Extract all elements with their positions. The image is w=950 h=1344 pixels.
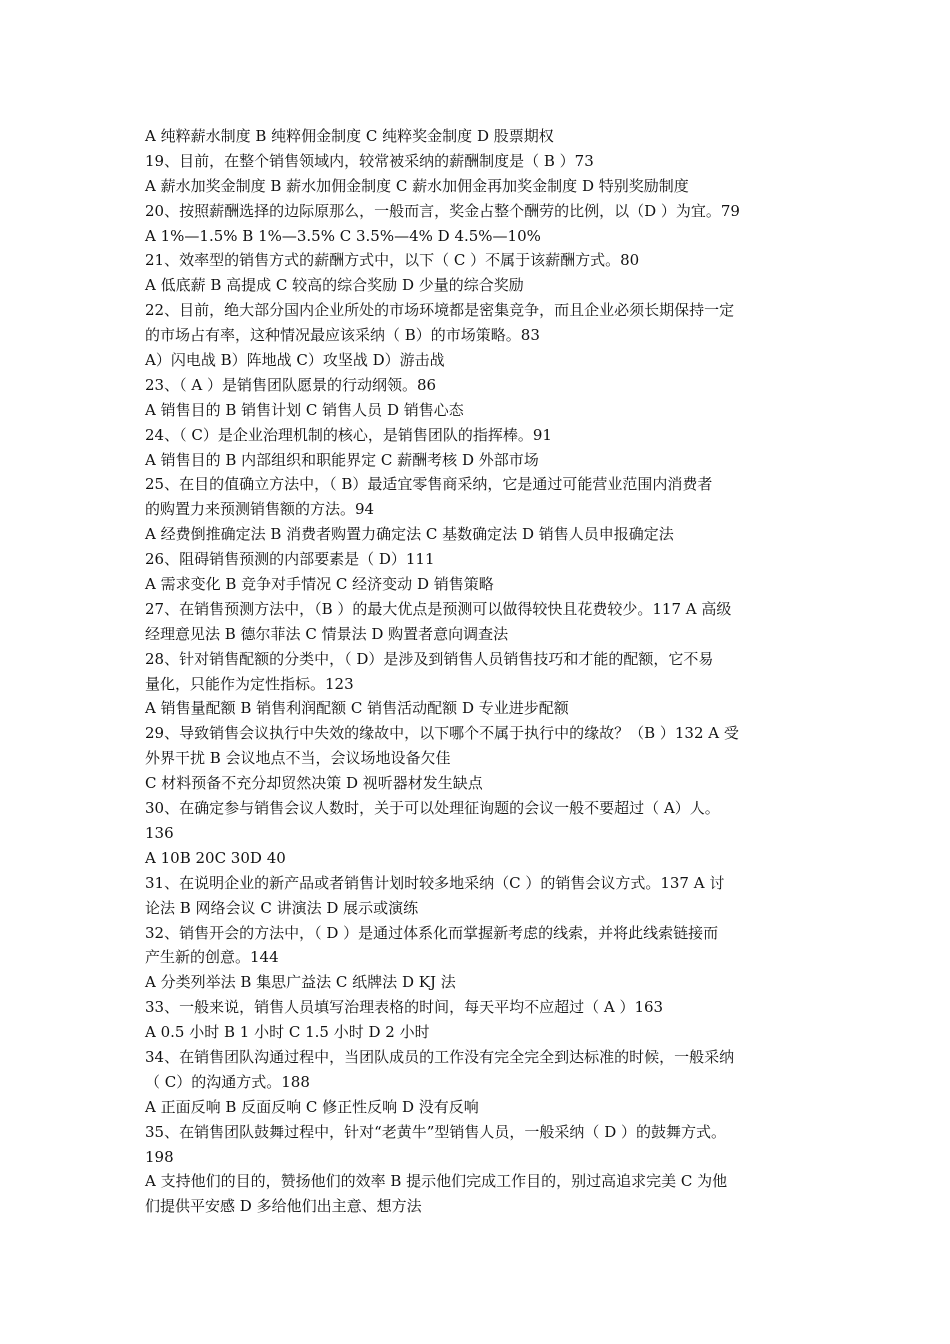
question-34-cont: （ C）的沟通方式。188 <box>145 1072 310 1091</box>
document-body <box>145 124 825 1219</box>
question-31: 31、在说明企业的新产品或者销售计划时较多地采纳（C ）的销售会议方式。137 A 讨 <box>145 873 725 892</box>
question-33: 33、一般来说，销售人员填写治理表格的时间，每天平均不应超过（ A ）163 <box>145 998 664 1017</box>
question-28: 28、针对销售配额的分类中，（ D）是涉及到销售人员销售技巧和才能的配额，它不易 <box>145 649 714 668</box>
question-29: 29、导致销售会议执行中失效的缘故中，以下哪个不属于执行中的缘故？（B ）132 A 受 <box>145 724 739 743</box>
options-26: A 需求变化 B 竞争对手情况 C 经济变动 D 销售策略 <box>145 575 494 594</box>
options-28: A 销售量配额 B 销售利润配额 C 销售活动配额 D 专业进步配额 <box>145 699 569 718</box>
options-23: A 销售目的 B 销售计划 C 销售人员 D 销售心态 <box>145 400 464 419</box>
question-34: 34、在销售团队沟通过程中，当团队成员的工作没有完全完全到达标准的时候，一般采纳 <box>145 1047 735 1066</box>
options-34: A 正面反响 B 反面反响 C 修正性反响 D 没有反响 <box>145 1097 479 1116</box>
question-35-page: 198 <box>145 1147 174 1166</box>
question-27: 27、在销售预测方法中，（B ）的最大优点是预测可以做得较快且花费较少。117 A 高级 <box>145 599 732 618</box>
question-23: 23、（ A ）是销售团队愿景的行动纲领。86 <box>145 375 437 394</box>
options-22: A）闪电战 B）阵地战 C）攻坚战 D）游击战 <box>145 351 445 370</box>
options-31: 论法 B 网络会议 C 讲演法 D 展示或演练 <box>145 898 419 917</box>
question-25: 25、在目的值确立方法中，（ B）最适宜零售商采纳，它是通过可能营业范围内消费者 <box>145 475 713 494</box>
options-33: A 0.5 小时 B 1 小时 C 1.5 小时 D 2 小时 <box>145 1023 430 1042</box>
question-30-page: 136 <box>145 823 174 842</box>
question-35: 35、在销售团队鼓舞过程中，针对“老黄牛”型销售人员，一般采纳（ D ）的鼓舞方式。 <box>145 1122 726 1141</box>
options-25: A 经费倒推确定法 B 消费者购置力确定法 C 基数确定法 D 销售人员申报确定法 <box>145 525 674 544</box>
options-21: A 低底薪 B 高提成 C 较高的综合奖励 D 少量的综合奖励 <box>145 276 524 295</box>
options-27: 经理意见法 B 德尔菲法 C 情景法 D 购置者意向调查法 <box>145 624 509 643</box>
options-35-cont: 们提供平安感 D 多给他们出主意、想方法 <box>145 1197 422 1216</box>
question-19: 19、目前，在整个销售领域内，较常被采纳的薪酬制度是（ B ）73 <box>145 151 594 170</box>
question-20: 20、按照薪酬选择的边际原那么，一般而言，奖金占整个酬劳的比例，以（D ）为宜。79 <box>145 201 740 220</box>
options-19: A 薪水加奖金制度 B 薪水加佣金制度 C 薪水加佣金再加奖金制度 D 特别奖励制度 <box>145 176 689 195</box>
options-24: A 销售目的 B 内部组织和职能界定 C 薪酬考核 D 外部市场 <box>145 450 539 469</box>
question-21: 21、效率型的销售方式的薪酬方式中，以下（ C ）不属于该薪酬方式。80 <box>145 251 640 270</box>
options-32: A 分类列举法 B 集思广益法 C 纸牌法 D KJ 法 <box>145 973 456 992</box>
question-32: 32、销售开会的方法中，（ D ）是通过体系化而掌握新考虑的线索，并将此线索链接而 <box>145 923 719 942</box>
question-24: 24、（ C）是企业治理机制的核心，是销售团队的指挥棒。91 <box>145 425 552 444</box>
options-20: A 1%—1.5% B 1%—3.5% C 3.5%—4% D 4.5%—10% <box>145 226 541 245</box>
text-line: A 纯粹薪水制度 B 纯粹佣金制度 C 纯粹奖金制度 D 股票期权 <box>145 127 554 145</box>
question-25-cont: 的购置力来预测销售额的方法。94 <box>145 500 375 519</box>
options-35: A 支持他们的目的，赞扬他们的效率 B 提示他们完成工作目的，别过高追求完美 C 为他 <box>145 1172 728 1191</box>
question-28-cont: 量化，只能作为定性指标。123 <box>145 674 354 693</box>
options-29-cont: C 材料预备不充分却贸然决策 D 视听器材发生缺点 <box>145 774 483 793</box>
question-26: 26、阻碍销售预测的内部要素是（ D）111 <box>145 550 435 569</box>
question-22: 22、目前，绝大部分国内企业所处的市场环境都是密集竞争，而且企业必须长期保持一定 <box>145 301 735 320</box>
question-32-cont: 产生新的创意。144 <box>145 948 279 967</box>
question-22-cont: 的市场占有率，这种情况最应该采纳（ B）的市场策略。83 <box>145 326 540 345</box>
question-30: 30、在确定参与销售会议人数时，关于可以处理征询题的会议一般不要超过（ A）人。 <box>145 799 720 818</box>
options-30: A 10B 20C 30D 40 <box>145 848 286 867</box>
options-29: 外界干扰 B 会议地点不当，会议场地设备欠佳 <box>145 749 451 768</box>
